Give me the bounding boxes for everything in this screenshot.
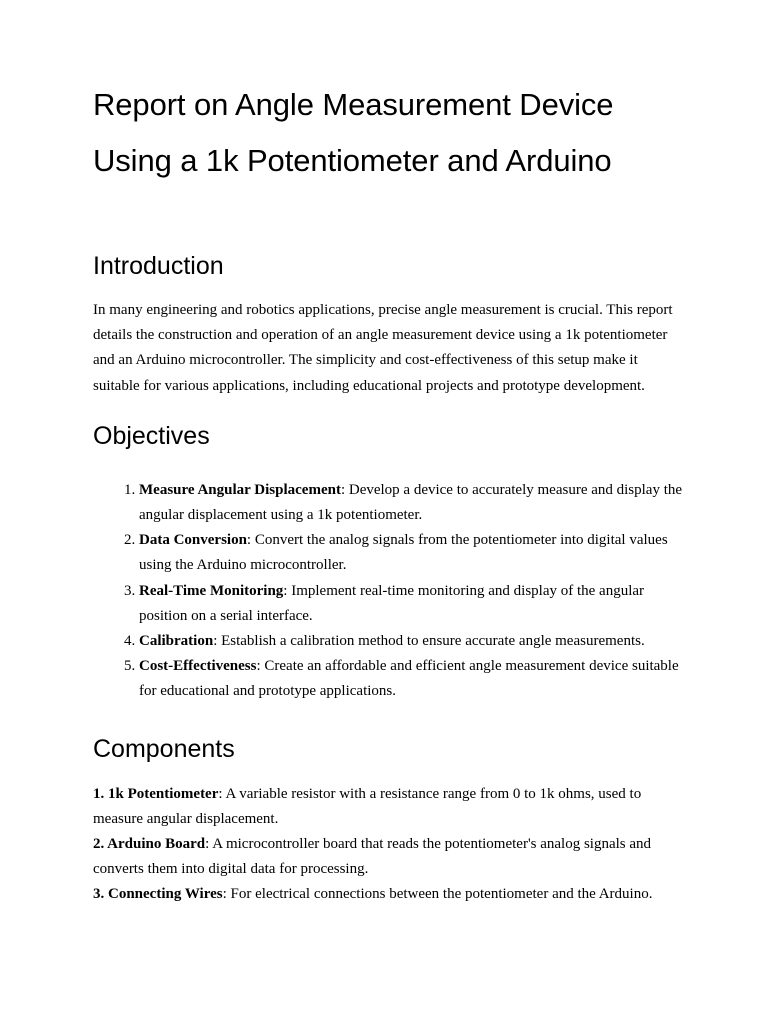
objective-term: Measure Angular Displacement <box>139 481 341 498</box>
objectives-list <box>93 478 683 705</box>
objective-item <box>139 478 683 528</box>
objective-term: Calibration <box>139 633 214 650</box>
component-text: : For electrical connections between the potentiometer and the Arduino. <box>222 886 653 903</box>
component-item <box>93 782 683 832</box>
introduction-text: In many engineering and robotics applications, precise angle measurement is crucial. This report details the construction and operation of an angle measurement device using a 1k potentiometer and an Arduino microcontroller. The simplicity and cost-effectiveness of this setup make it suitable for various applications, including educational projects and prototype development. <box>93 302 673 394</box>
document-title: Report on Angle Measurement Device Using a 1k Potentiometer and Arduino <box>93 87 614 178</box>
objective-text: : Implement real-time monitoring and display of the angular position on a serial interface. <box>139 582 645 624</box>
objective-item <box>139 579 683 629</box>
objective-term: Cost-Effectiveness <box>139 658 257 675</box>
components-heading: Components <box>93 734 235 763</box>
objective-term: Data Conversion <box>139 532 247 549</box>
objective-item <box>139 528 683 578</box>
component-term: 1. 1k Potentiometer <box>93 785 219 802</box>
document-page <box>93 0 683 908</box>
component-term: 3. Connecting Wires <box>93 886 223 903</box>
objective-item <box>139 654 683 704</box>
objective-text: : Create an affordable and efficient angle measurement device suitable for educational and prototype applications. <box>139 658 679 700</box>
introduction-heading: Introduction <box>93 252 224 280</box>
objective-text: : Establish a calibration method to ensure accurate angle measurements. <box>213 633 645 650</box>
component-item <box>93 882 683 907</box>
component-text: : A microcontroller board that reads the potentiometer's analog signals and converts them into digital data for processing. <box>93 836 652 878</box>
objective-text: : Convert the analog signals from the potentiometer into digital values using the Arduino microcontroller. <box>139 532 668 574</box>
component-term: 2. Arduino Board <box>93 836 206 853</box>
components-list <box>93 782 683 908</box>
objective-text: : Develop a device to accurately measure and display the angular displacement using a 1k potentiometer. <box>139 481 683 524</box>
objective-item <box>139 629 683 654</box>
objective-term: Real-Time Monitoring <box>139 582 284 599</box>
component-text: : A variable resistor with a resistance range from 0 to 1k ohms, used to measure angular displacement. <box>93 785 642 827</box>
component-item <box>93 832 683 882</box>
objectives-heading: Objectives <box>93 421 210 450</box>
